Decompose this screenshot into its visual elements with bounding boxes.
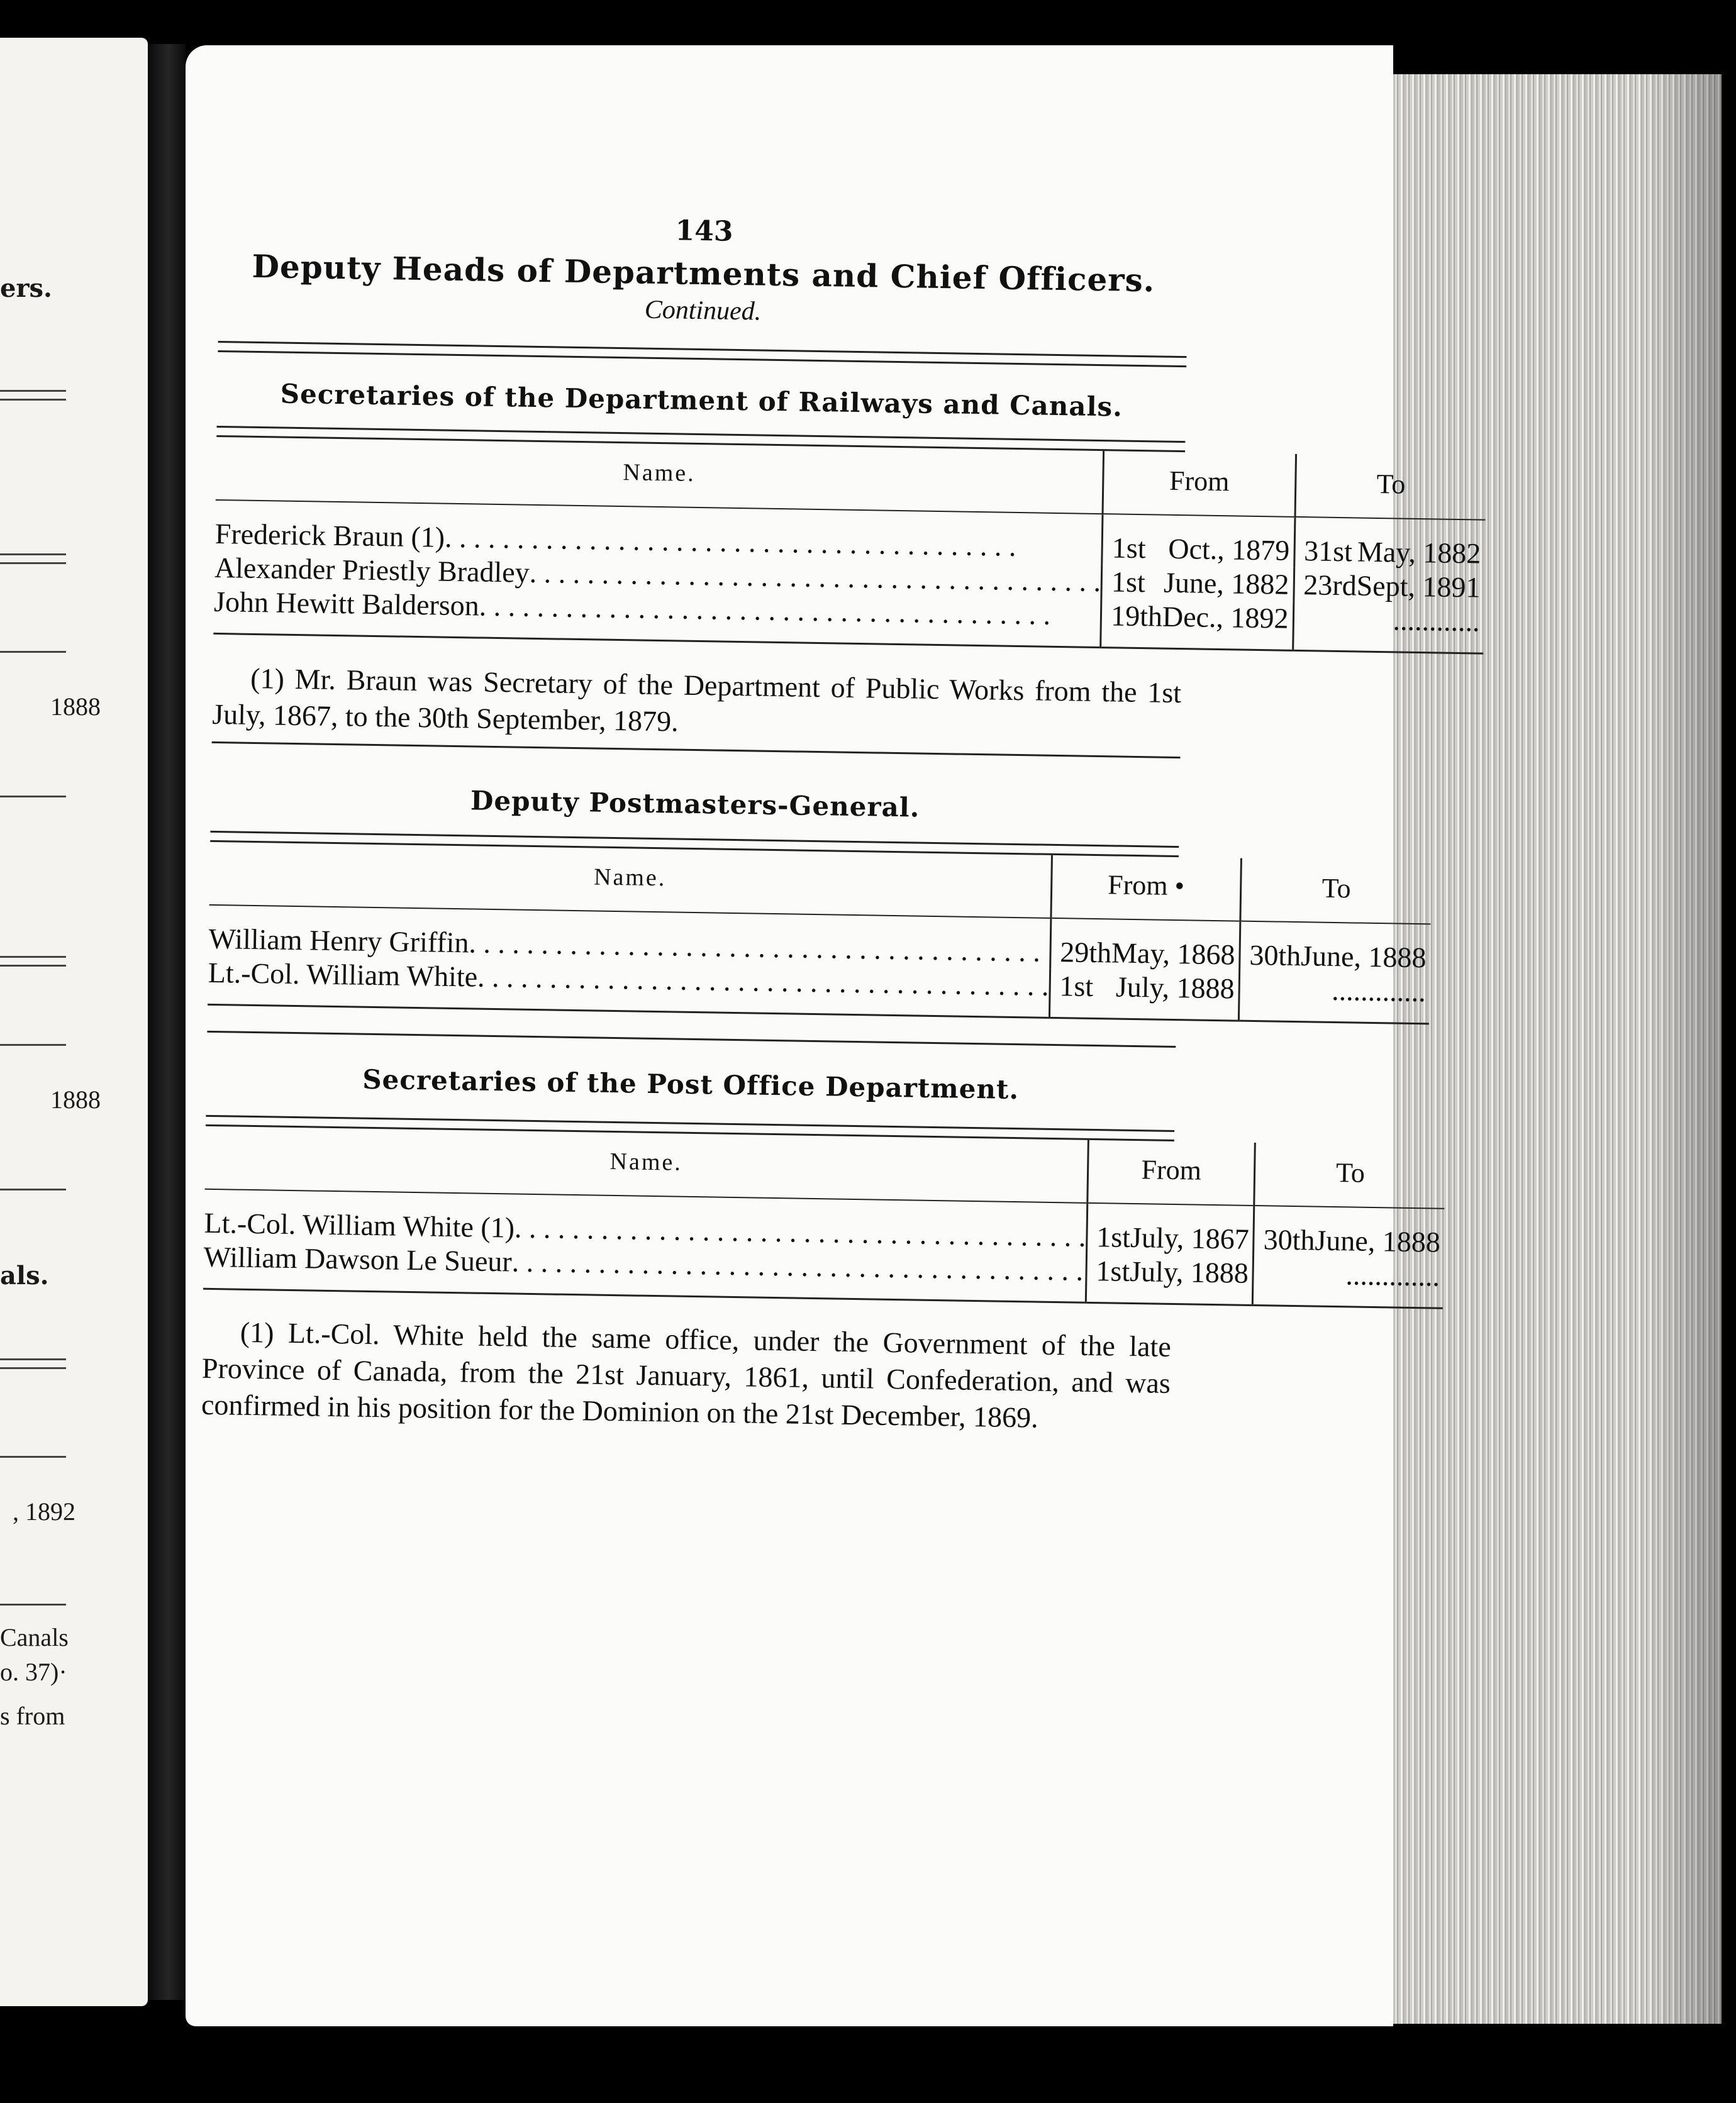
left-page-text: 1888 — [50, 692, 101, 721]
left-page-text: s from — [0, 1702, 65, 1730]
from-day: 19th — [1110, 599, 1163, 633]
to-date: May, 1882 — [1357, 535, 1481, 570]
officer-name: Frederick Braun (1) — [214, 517, 445, 553]
from-date: July, 1867 — [1130, 1221, 1250, 1255]
column-header-name: Name. — [216, 437, 1104, 514]
column-header-name: Name. — [204, 1126, 1088, 1203]
left-page-fragment — [0, 38, 148, 2006]
section-heading: Deputy Postmasters-General. — [470, 785, 920, 823]
left-page-text: Canals — [0, 1623, 69, 1651]
section-heading: Secretaries of the Department of Railways and Canals. — [280, 378, 1123, 423]
from-day: 1st — [1096, 1255, 1130, 1287]
officer-name: William Henry Griffin — [208, 922, 469, 959]
from-date: Dec., 1892 — [1162, 600, 1289, 635]
page-subtitle: Continued. — [644, 295, 762, 326]
column-header-from: From — [1088, 1140, 1255, 1206]
from-date: Oct., 1879 — [1167, 532, 1290, 567]
to-date: ............. — [1331, 974, 1427, 1008]
to-day — [1262, 1257, 1263, 1290]
from-day: 1st — [1059, 970, 1094, 1002]
officer-name: Alexander Priestly Bradley — [214, 551, 530, 589]
page-title: Deputy Heads of Departments and Chief Officers. — [252, 247, 1155, 299]
footnote-text: (1) Mr. Braun was Secretary of the Department of Public Works from the 1st July, 1867, to the 30th September, 1879. — [211, 662, 1182, 738]
book-spine — [148, 44, 186, 2000]
from-date: July, 1888 — [1129, 1255, 1249, 1289]
left-page-text: als. — [0, 1261, 49, 1290]
officer-name: John Hewitt Balderson — [213, 585, 480, 622]
page-edges — [1393, 74, 1722, 2024]
from-date: July, 1888 — [1115, 970, 1235, 1005]
column-header-to: To — [1240, 858, 1432, 924]
to-day: 30th — [1249, 938, 1301, 972]
to-date: Sept, 1891 — [1356, 569, 1481, 604]
section-heading: Secretaries of the Post Office Department. — [362, 1063, 1020, 1106]
column-header-to: To — [1295, 454, 1486, 520]
to-date: June, 1888 — [1315, 1224, 1441, 1258]
to-date: ............. — [1345, 1258, 1440, 1292]
officers-table — [213, 437, 1486, 655]
left-page-text: ers. — [0, 274, 52, 303]
from-day: 1st — [1111, 565, 1146, 599]
officers-table — [208, 842, 1432, 1024]
column-header-from: From — [1103, 451, 1296, 517]
to-date: June, 1888 — [1300, 940, 1427, 974]
officer-name: Lt.-Col. William White — [208, 956, 478, 993]
officer-name: William Dawson Le Sueur — [203, 1240, 513, 1278]
footnote — [212, 651, 1182, 757]
officer-name: Lt.-Col. William White (1) — [204, 1206, 515, 1244]
officers-table — [203, 1126, 1445, 1309]
to-day: 31st — [1303, 535, 1353, 568]
to-day: 30th — [1263, 1223, 1315, 1257]
to-date: ............ — [1393, 604, 1481, 638]
column-header-from: From • — [1051, 855, 1242, 921]
column-header-to: To — [1254, 1143, 1445, 1209]
from-date: June, 1882 — [1163, 566, 1289, 601]
to-day: 23rd — [1303, 569, 1357, 602]
column-header-name: Name. — [209, 842, 1052, 918]
from-day: 1st — [1111, 531, 1147, 565]
footnote — [201, 1305, 1171, 1447]
from-day: 1st — [1096, 1221, 1131, 1253]
left-page-text: o. 37)· — [0, 1658, 67, 1686]
page-number: 143 — [675, 214, 733, 248]
from-day: 29th — [1059, 936, 1112, 969]
left-page-text: , 1892 — [13, 1497, 75, 1526]
left-page-text: 1888 — [50, 1085, 101, 1114]
footnote-text: (1) Lt.-Col. White held the same office, under the Government of the late Province of Canada, from the 21st January, 1861, until Confederation, and was confirmed in his position for the Dominion on the 21st December, 1869. — [201, 1316, 1172, 1434]
from-date: May, 1868 — [1111, 936, 1235, 971]
page-content — [201, 208, 1481, 1447]
